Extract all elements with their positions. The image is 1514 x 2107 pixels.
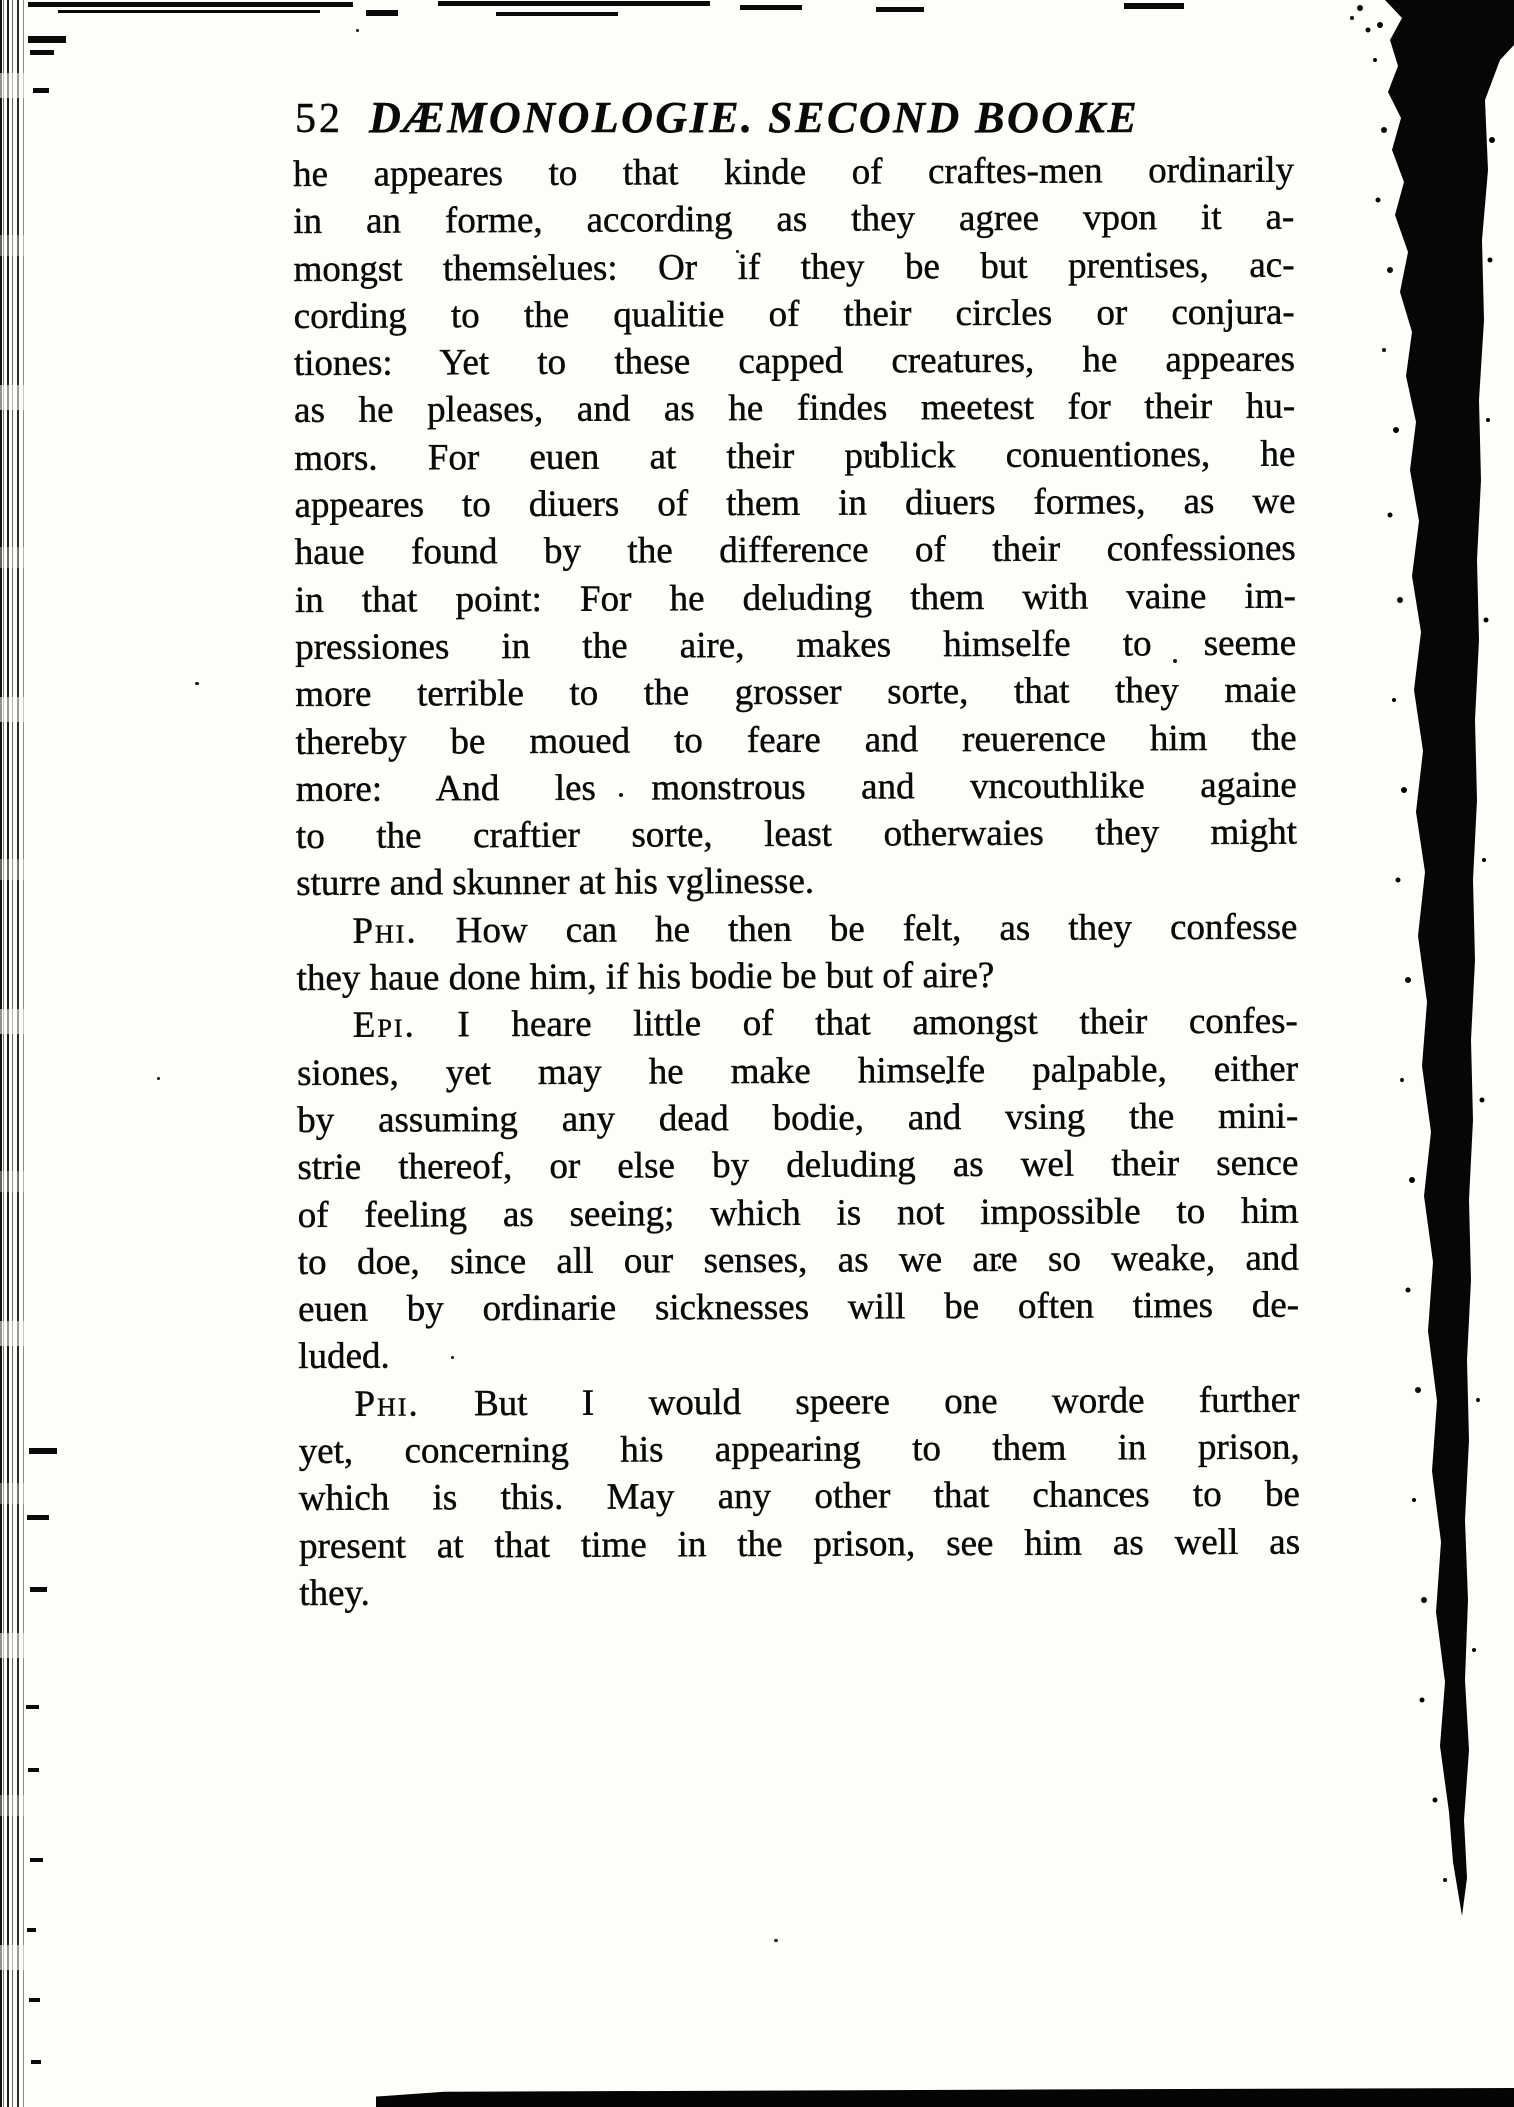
- text-line: as he pleases, and as he findes meetest for their hu-: [294, 386, 1296, 432]
- scan-noise-top-dash: [876, 7, 924, 12]
- text-line-rest: I heare little of that amongst their confes-: [457, 1000, 1298, 1046]
- text-line: mors. For euen at their publick conuentiones, he: [294, 433, 1296, 479]
- scan-noise-top-dash: [1124, 3, 1184, 9]
- text-line: they haue done him, if his bodie be but of aire?: [296, 954, 995, 1000]
- text-line: euen by ordinarie sicknesses will be often times de-: [297, 1284, 1300, 1331]
- text-line: thereby be moued to feare and reuerence him the: [295, 717, 1297, 763]
- scan-noise-top-dash: [28, 2, 353, 7]
- text-line: in an forme, according as they agree vpon it a-: [293, 196, 1295, 243]
- page-header: [295, 92, 1305, 143]
- text-line: appeares to diuers of them in diuers formes, as we: [294, 480, 1296, 527]
- speaker-label: Phi.: [352, 910, 418, 952]
- speaker-label: Phi.: [354, 1383, 420, 1425]
- text-line: [296, 903, 1297, 955]
- scan-noise-tick: [31, 2060, 41, 2064]
- speaker-label: Epi.: [352, 1004, 416, 1047]
- text-line: to the craftier sorte, least otherwaies they might: [295, 811, 1298, 858]
- text-line: cording to the qualitie of their circles or conjura-: [293, 291, 1295, 337]
- scan-noise-left-band: [0, 0, 30, 2107]
- scan-noise-tick: [30, 50, 54, 55]
- text-line: which is this. May any other that chances to be: [298, 1473, 1300, 1520]
- scan-speck: [356, 29, 359, 32]
- text-line: in that point: For he deluding them with vaine im-: [294, 575, 1297, 621]
- scan-noise-tick: [29, 1448, 57, 1454]
- scan-speck: [195, 682, 199, 685]
- scan-noise-top-dash: [58, 10, 320, 13]
- scan-noise-top-dash: [496, 12, 618, 16]
- scan-noise-tick: [28, 1768, 39, 1772]
- scan-noise-tick: [30, 1858, 43, 1862]
- text-line: mongst themselues: Or if they be but prentises, ac-: [293, 244, 1295, 290]
- text-line: of feeling as seeing; which is not impossible to him: [297, 1190, 1299, 1236]
- text-line: [297, 998, 1298, 1050]
- scan-noise-tick: [27, 1515, 49, 1520]
- scan-noise-tick: [33, 88, 49, 93]
- text-line: to doe, since all our senses, as we are so weake, and: [297, 1237, 1299, 1283]
- body-text: [293, 147, 1300, 1618]
- scan-noise-tick: [28, 36, 66, 43]
- text-line: siones, yet may he make himselfe palpable, either: [296, 1048, 1299, 1094]
- text-line: luded.: [298, 1336, 390, 1378]
- text-line-rest: How can he then be felt, as they confesse: [455, 906, 1298, 952]
- text-line: haue found by the difference of their confessiones: [294, 528, 1296, 574]
- text-line: they.: [299, 1572, 370, 1614]
- scan-noise-tick: [26, 1705, 39, 1709]
- text-line: by assuming any dead bodie, and vsing the mini-: [297, 1095, 1299, 1141]
- scan-noise-right-band: [1340, 0, 1514, 2107]
- page-number: 52: [295, 96, 343, 142]
- scan-noise-tick: [30, 1587, 47, 1592]
- scan-noise-tick: [29, 1998, 40, 2002]
- text-line-rest: But I would speere one worde further: [473, 1379, 1300, 1424]
- scan-noise-top-dash: [438, 1, 710, 6]
- text-line: more: And les monstrous and vncouthlike againe: [295, 764, 1297, 810]
- text-line: he appeares to that kinde of craftes-men ordinarily: [293, 149, 1295, 195]
- scan-noise-top-dash: [740, 5, 802, 10]
- scan-noise-top-dash: [366, 10, 398, 16]
- running-title: DÆMONOLOGIE. SECOND BOOKE: [369, 93, 1140, 142]
- text-line: yet, concerning his appearing to them in prison,: [298, 1426, 1300, 1473]
- text-line: [298, 1376, 1299, 1428]
- text-line: strie thereof, or else by deluding as wel their sence: [297, 1142, 1299, 1189]
- text-line: pressiones in the aire, makes himselfe to seeme: [295, 622, 1297, 668]
- text-line: sturre and skunner at his vglinesse.: [296, 861, 815, 905]
- text-line: tiones: Yet to these capped creatures, he appeares: [293, 338, 1296, 385]
- scan-noise-bottom-bar: [376, 2088, 1514, 2107]
- text-line: more terrible to the grosser sorte, that they maie: [295, 669, 1297, 716]
- scan-speck: [157, 1077, 160, 1080]
- scan-speck: [774, 1939, 778, 1942]
- scan-noise-tick: [27, 1928, 36, 1932]
- text-line: present at that time in the prison, see him as well as: [298, 1521, 1301, 1567]
